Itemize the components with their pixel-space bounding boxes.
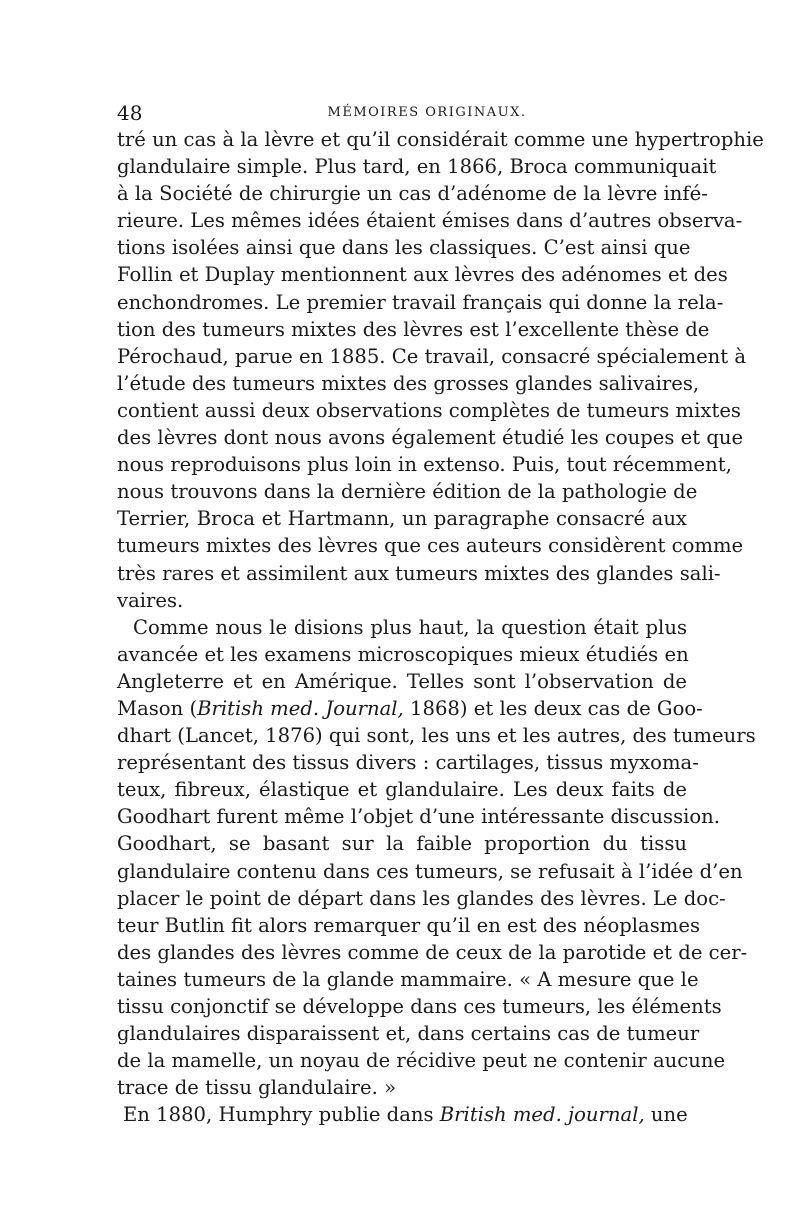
text-line-with-citation xyxy=(117,1101,687,1128)
text-line: nous trouvons dans la dernière édition de la pathologie de xyxy=(117,480,698,504)
text-line: avancée et les examens microscopiques mieux étudiés en xyxy=(117,642,689,666)
text-line: nous reproduisons plus loin in extenso. Puis, tout récemment, xyxy=(117,453,732,477)
text-line: teux, fibreux, élastique et glandulaire. Les deux faits de xyxy=(117,778,687,802)
text-line: tissu conjonctif se développe dans ces tumeurs, les éléments xyxy=(117,995,722,1018)
text-line: tré un cas à la lèvre et qu’il considérait comme une hypertrophie xyxy=(117,128,764,151)
text-line: glandulaire contenu dans ces tumeurs, se refusait à l’idée d’en xyxy=(117,859,743,883)
text-line: tion des tumeurs mixtes des lèvres est l’excellente thèse de xyxy=(117,317,710,341)
text-line: des glandes des lèvres comme de ceux de la parotide et de cer- xyxy=(117,940,748,964)
body-text xyxy=(117,126,764,1128)
text-line: représentant des tissus divers : cartilages, tissus myxoma- xyxy=(117,751,699,775)
text-line: rieure. Les mêmes idées étaient émises dans d’autres observa- xyxy=(117,209,743,233)
text-line: très rares et assimilent aux tumeurs mixtes des glandes sali- xyxy=(117,561,721,585)
paragraph-start-line: Comme nous le disions plus haut, la question était plus xyxy=(133,615,687,639)
text-line: Angleterre et en Amérique. Telles sont l’observation de xyxy=(117,669,687,693)
text-line: tions isolées ainsi que dans les classiques. C’est ainsi que xyxy=(117,236,691,260)
running-head: MÉMOIRES ORIGINAUX. xyxy=(327,105,527,120)
text-line: Goodhart furent même l’objet d’une intéressante discussion. xyxy=(117,805,721,829)
paragraph-end-line: vaires. xyxy=(117,588,184,612)
italic-citation: British med. journal, xyxy=(439,1103,645,1127)
text-line: tumeurs mixtes des lèvres que ces auteurs considèrent comme xyxy=(117,534,744,558)
text-line: Pérochaud, parue en 1885. Ce travail, consacré spécialement à xyxy=(117,344,747,368)
text-line: enchondromes. Le premier travail français qui donne la rela- xyxy=(117,290,724,314)
text-line: Follin et Duplay mentionnent aux lèvres des adénomes et des xyxy=(117,263,728,287)
paragraph-end-line: trace de tissu glandulaire. » xyxy=(117,1076,397,1100)
text-line: des lèvres dont nous avons également étudié les coupes et que xyxy=(117,426,744,450)
text-line: Goodhart, se basant sur la faible proportion du tissu xyxy=(117,832,687,856)
text-line: contient aussi deux observations complètes de tumeurs mixtes xyxy=(117,398,741,422)
text-line: glandulaires disparaissent et, dans certains cas de tumeur xyxy=(117,1022,700,1046)
page-header xyxy=(117,101,687,125)
text-span: En 1880, Humphry publie dans xyxy=(123,1103,440,1127)
text-line: teur Butlin fit alors remarquer qu’il en est des néoplasmes xyxy=(117,913,701,937)
text-line: à la Société de chirurgie un cas d’adénome de la lèvre infé- xyxy=(117,182,708,206)
text-line: placer le point de départ dans les glandes des lèvres. Le doc- xyxy=(117,886,726,910)
text-line: taines tumeurs de la glande mammaire. « A mesure que le xyxy=(117,967,699,991)
text-line: glandulaire simple. Plus tard, en 1866, Broca communiquait xyxy=(117,155,717,179)
text-span: 1868) et les deux cas de Goo- xyxy=(403,696,703,720)
text-span: une xyxy=(644,1103,688,1127)
text-line: dhart (Lancet, 1876) qui sont, les uns et les autres, des tumeurs xyxy=(117,724,756,748)
text-line: l’étude des tumeurs mixtes des grosses glandes salivaires, xyxy=(117,371,700,395)
italic-citation: British med. Journal, xyxy=(197,696,404,720)
text-line-with-citation xyxy=(117,695,703,722)
text-line: Terrier, Broca et Hartmann, un paragraphe consacré aux xyxy=(117,507,687,531)
page-number: 48 xyxy=(117,101,143,125)
text-line: de la mamelle, un noyau de récidive peut ne contenir aucune xyxy=(117,1049,726,1073)
text-span: Mason ( xyxy=(117,696,198,720)
